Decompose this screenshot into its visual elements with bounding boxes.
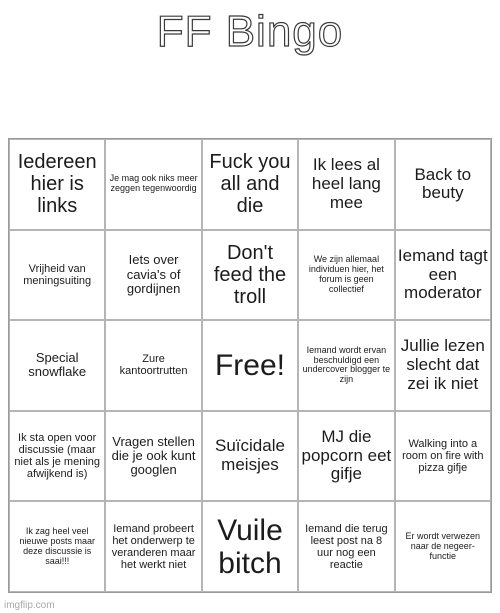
bingo-cell: Iemand wordt ervan beschuldigd een undercover blogger te zijn (298, 320, 394, 411)
bingo-cell: Vuile bitch (202, 501, 298, 592)
bingo-cell: MJ die popcorn eet gifje (298, 411, 394, 502)
bingo-cell: Don't feed the troll (202, 230, 298, 321)
bingo-cell: Suïcidale meisjes (202, 411, 298, 502)
bingo-cell: Iemand tagt een moderator (395, 230, 491, 321)
watermark: imgflip.com (4, 600, 55, 611)
bingo-cell: Iedereen hier is links (9, 139, 105, 230)
bingo-cell: Je mag ook niks meer zeggen tegenwoordig (105, 139, 201, 230)
bingo-cell: Ik sta open voor discussie (maar niet als je mening afwijkend is) (9, 411, 105, 502)
bingo-cell: Vrijheid van meningsuiting (9, 230, 105, 321)
bingo-cell: Ik zag heel veel nieuwe posts maar deze discussie is saai!!! (9, 501, 105, 592)
bingo-cell: Back to beuty (395, 139, 491, 230)
page-title: FF Bingo (156, 7, 344, 56)
bingo-cell: Ik lees al heel lang mee (298, 139, 394, 230)
bingo-cell: Iets over cavia's of gordijnen (105, 230, 201, 321)
bingo-cell: We zijn allemaal individuen hier, het forum is geen collectief (298, 230, 394, 321)
bingo-cell: Vragen stellen die je ook kunt googlen (105, 411, 201, 502)
bingo-cell: Iemand probeert het onderwerp te veranderen maar het werkt niet (105, 501, 201, 592)
bingo-cell: Walking into a room on fire with pizza gifje (395, 411, 491, 502)
bingo-cell: Iemand die terug leest post na 8 uur nog een reactie (298, 501, 394, 592)
bingo-cell: Zure kantoortrutten (105, 320, 201, 411)
bingo-cell: Jullie lezen slecht dat zei ik niet (395, 320, 491, 411)
free-cell: Free! (202, 320, 298, 411)
bingo-grid (8, 138, 492, 593)
bingo-cell: Special snowflake (9, 320, 105, 411)
bingo-cell: Er wordt verwezen naar de negeer-functie (395, 501, 491, 592)
bingo-cell: Fuck you all and die (202, 139, 298, 230)
